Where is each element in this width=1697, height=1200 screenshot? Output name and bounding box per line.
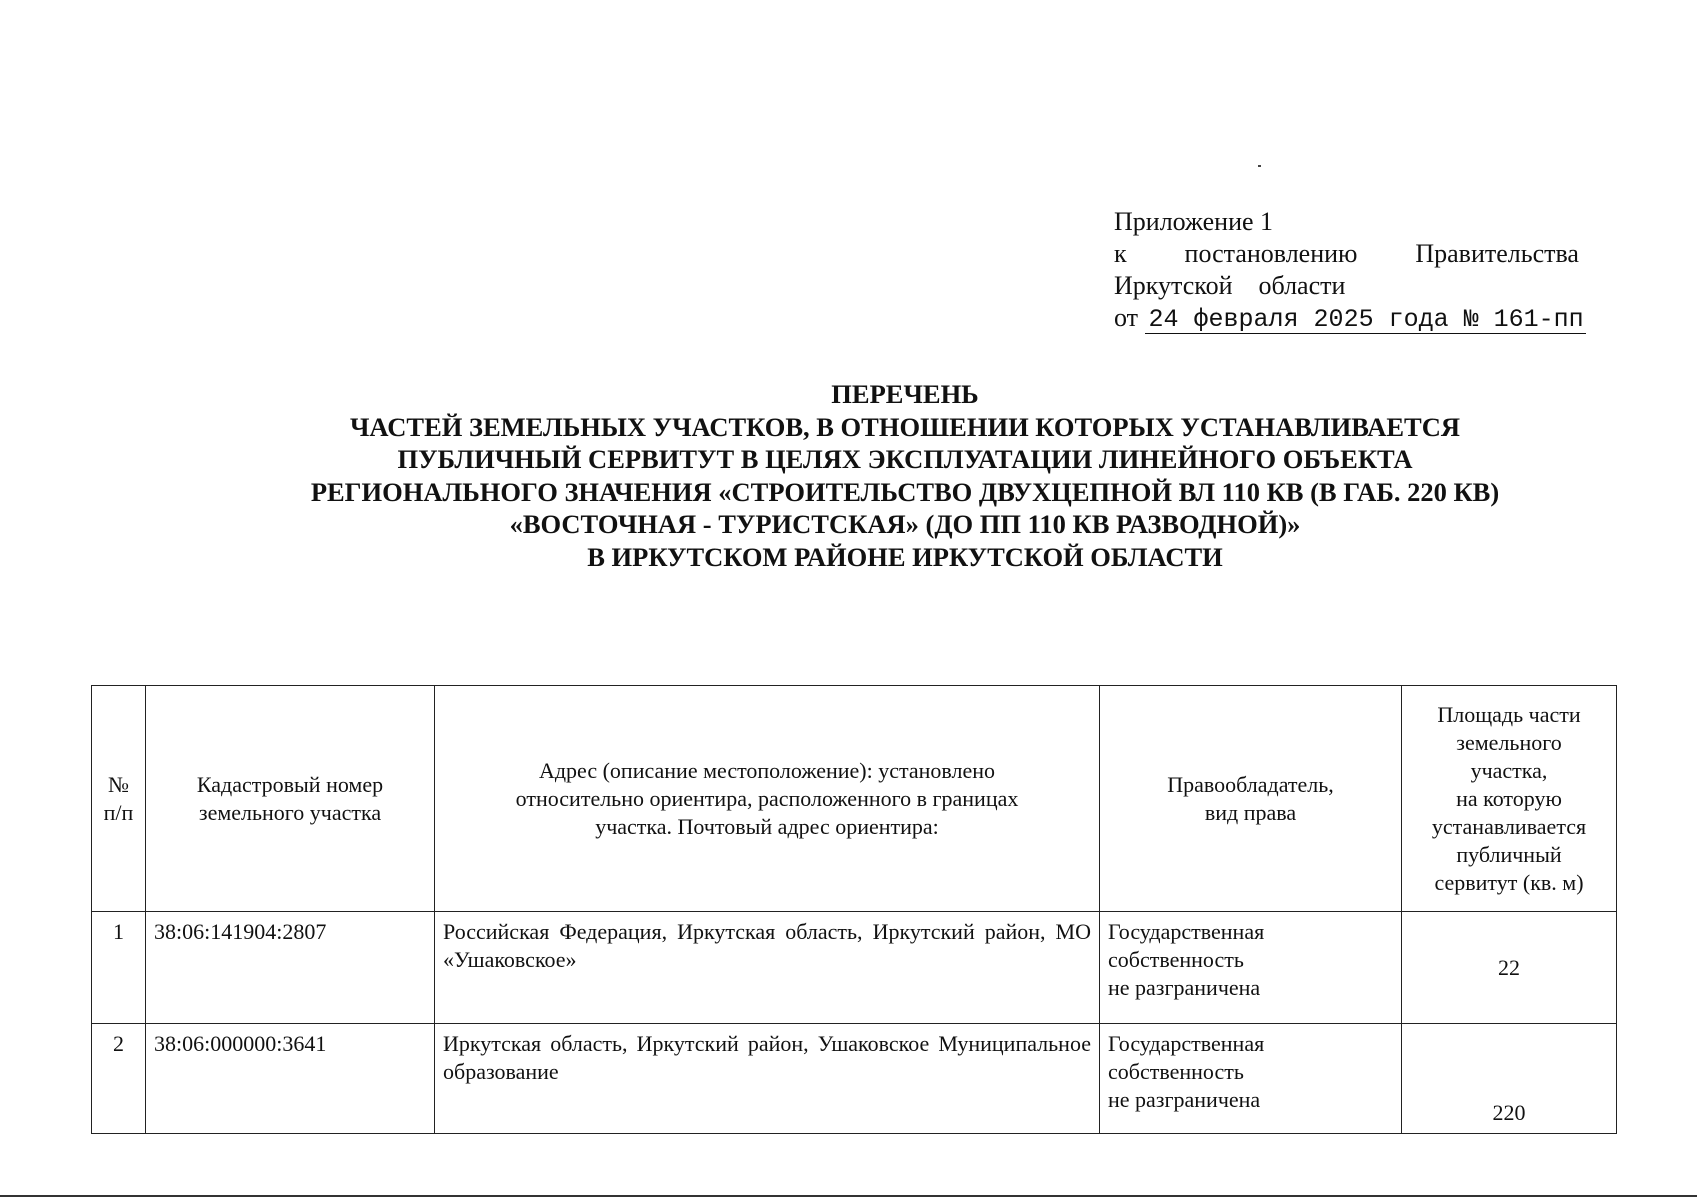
row-num: 1 xyxy=(92,912,146,1024)
scan-speck xyxy=(1258,165,1261,167)
parcels-table xyxy=(91,685,1617,1134)
appendix-word: к xyxy=(1114,239,1127,268)
appendix-line-1: Приложение 1 xyxy=(1114,207,1274,236)
appendix-date-line xyxy=(1114,302,1584,334)
table-row xyxy=(92,912,1617,1024)
document-title xyxy=(200,378,1610,573)
row-address: Российская Федерация, Иркутская область, Иркутский район, МО «Ушаковское» xyxy=(435,912,1100,1024)
row-area: 220 xyxy=(1402,1024,1617,1134)
appendix-block xyxy=(1114,206,1584,334)
header-num: № п/п xyxy=(92,686,146,912)
row-cadastral: 38:06:000000:3641 xyxy=(146,1024,435,1134)
date-value: 24 февраля 2025 года № 161-пп xyxy=(1145,307,1586,334)
title-line: «ВОСТОЧНАЯ - ТУРИСТСКАЯ» (ДО ПП 110 КВ РАЗВОДНОЙ)» xyxy=(509,509,1301,539)
appendix-line-2 xyxy=(1114,238,1579,270)
appendix-word: Правительства xyxy=(1415,239,1579,268)
row-cadastral: 38:06:141904:2807 xyxy=(146,912,435,1024)
date-prefix: от xyxy=(1114,303,1139,332)
row-num: 2 xyxy=(92,1024,146,1134)
header-address: Адрес (описание местоположение): установлено относительно ориентира, расположенного в границах участка. Почтовый адрес ориентира: xyxy=(435,686,1100,912)
page-bottom-rule xyxy=(0,1195,1697,1197)
header-cadastral: Кадастровый номер земельного участка xyxy=(146,686,435,912)
table-header-row xyxy=(92,686,1617,912)
title-line: ПУБЛИЧНЫЙ СЕРВИТУТ В ЦЕЛЯХ ЭКСПЛУАТАЦИИ ЛИНЕЙНОГО ОБЪЕКТА xyxy=(397,444,1413,474)
row-owner: Государственная собственность не разграничена xyxy=(1100,1024,1402,1134)
appendix-word: постановлению xyxy=(1184,239,1358,268)
title-line: В ИРКУТСКОМ РАЙОНЕ ИРКУТСКОЙ ОБЛАСТИ xyxy=(587,541,1223,572)
title-line: ЧАСТЕЙ ЗЕМЕЛЬНЫХ УЧАСТКОВ, В ОТНОШЕНИИ КОТОРЫХ УСТАНАВЛИВАЕТСЯ xyxy=(349,411,1461,442)
row-owner: Государственная собственность не разграничена xyxy=(1100,912,1402,1024)
table-row xyxy=(92,1024,1617,1134)
title-line: ПЕРЕЧЕНЬ xyxy=(831,379,979,409)
appendix-line-3: Иркутской области xyxy=(1114,271,1346,300)
title-line: РЕГИОНАЛЬНОГО ЗНАЧЕНИЯ «СТРОИТЕЛЬСТВО ДВУХЦЕПНОЙ ВЛ 110 КВ (В ГАБ. 220 КВ) xyxy=(310,476,1500,507)
row-area: 22 xyxy=(1402,912,1617,1024)
header-owner: Правообладатель, вид права xyxy=(1100,686,1402,912)
header-area: Площадь части земельного участка, на которую устанавливается публичный сервитут (кв. м) xyxy=(1402,686,1617,912)
row-address: Иркутская область, Иркутский район, Ушаковское Муниципальное образование xyxy=(435,1024,1100,1134)
